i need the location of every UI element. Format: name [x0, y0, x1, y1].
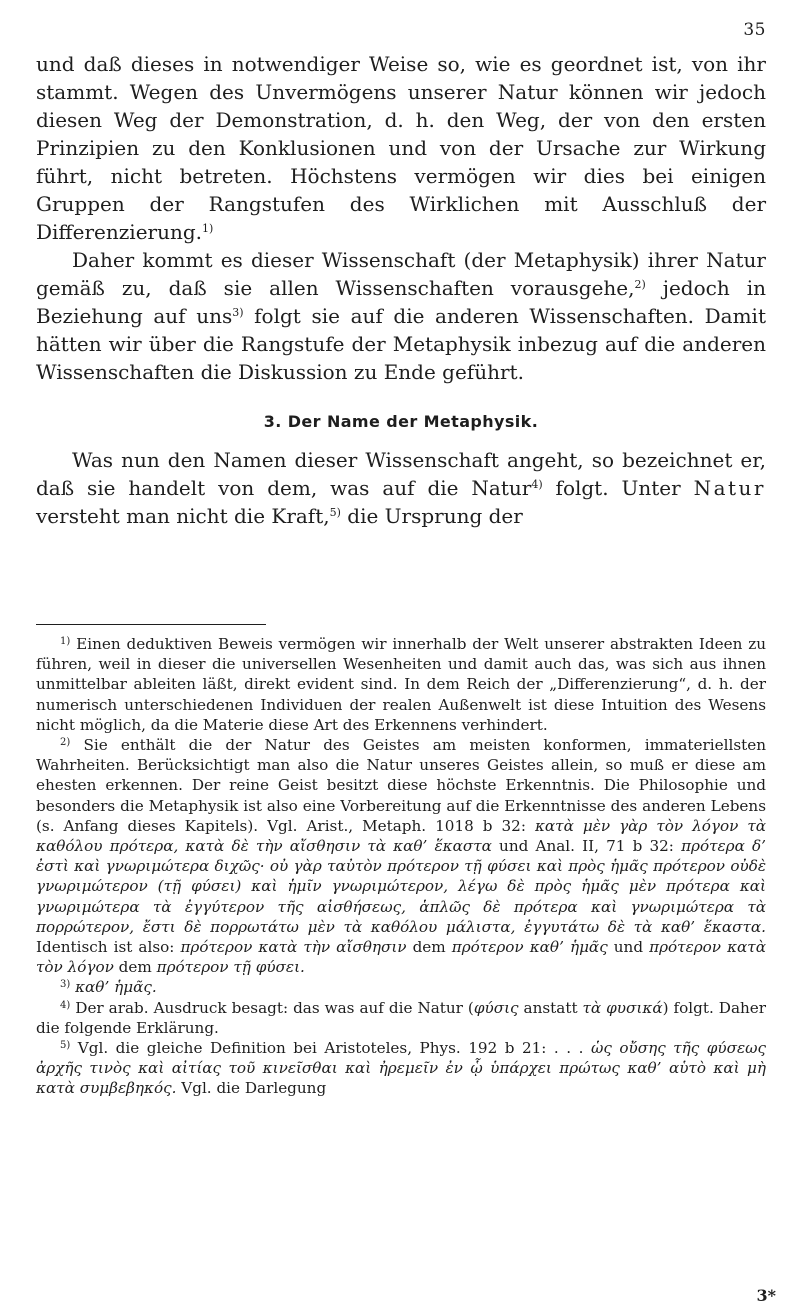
footnote-ref-2: 2)	[634, 278, 646, 291]
paragraph-2-text-b: jedoch in Beziehung auf uns	[36, 276, 766, 328]
footnote-5-mark: 5)	[60, 1040, 71, 1052]
footnote-2-greek-4: πρότερον καθ’ ἡμᾶς	[451, 938, 608, 957]
paragraph-2-text-a: Daher kommt es dieser Wissenschaft (der Metaphysik) ihrer Natur gemäß zu, daß sie allen Wissenschaften vorausgehe,	[36, 248, 766, 300]
emphasized-word-natur: Natur	[693, 476, 766, 500]
footnote-4-mark: 4)	[60, 999, 71, 1011]
footnote-2-greek-3: πρότερον κατὰ τὴν αἴσθησιν	[180, 938, 407, 957]
footnote-2-mark: 2)	[60, 737, 71, 749]
footnote-2-text-f: dem	[113, 958, 157, 977]
paragraph-1	[36, 50, 766, 246]
footnote-2-text-d: dem	[406, 938, 452, 957]
paragraph-3-text-b: folgt. Unter	[542, 476, 694, 500]
footnote-2-text-c: Identisch ist also:	[36, 938, 181, 957]
footnote-5-text-b: Vgl. die Darlegung	[176, 1079, 327, 1098]
footnote-2	[36, 735, 766, 977]
footnote-1	[36, 634, 766, 735]
footnote-3-mark: 3)	[60, 979, 71, 991]
footnote-separator	[36, 624, 266, 625]
footnote-2-greek-6: πρότερον τῇ φύσει.	[156, 958, 305, 977]
section-heading: 3. Der Name der Metaphysik.	[263, 412, 539, 431]
footnote-5-text-a: Vgl. die gleiche Definition bei Aristoteles, Phys. 192 b 21: . . .	[77, 1039, 591, 1058]
footnote-5	[36, 1038, 766, 1099]
footnote-2-greek-2: πρότερα δ’ ἐστὶ καὶ γνωριμώτερα διχῶς· οὐ γὰρ ταὐτὸν πρότερον τῇ φύσει καὶ πρὸς ἡμᾶς πρότερον οὐδὲ γνωριμώτερον (τῇ φύσει) καὶ ἡμῖν γνωριμώτερον, λέγω δὲ πρὸς ἡμᾶς μὲν πρότερα καὶ γνωριμώτερα τὰ ἐγγύτερον τῆς αἰσθήσεως, ἁπλῶς δὲ πρότερα καὶ γνωριμώτερα τὰ πορρώτερον, ἔστι δὲ πορρωτάτω μὲν τὰ καθόλου μάλιστα, ἐγγυτάτω δὲ τὰ καθ’ ἕκαστα.	[36, 837, 766, 936]
footnote-4	[36, 998, 766, 1038]
footnote-2-text-e: und	[607, 938, 650, 957]
signature-mark: 3*	[756, 1286, 776, 1305]
footnote-2-greek-5: πρότερον κατὰ τὸν λόγον	[36, 938, 766, 977]
footnote-4-greek-1: φύσις	[473, 998, 519, 1017]
footnote-2-text-a: Sie enthält die der Natur des Geistes am meisten konformen, immateriellsten Wahrheiten. Berücksichtigt man also die Natur unseres Geistes allein, so muß er diese am ehesten erkennen. Der reine Geist besitzt diese höchste Erkenntnis. Die Philosophie und besonders die Metaphysik ist also eine Vorbereitung auf die Erkenntnisse des anderen Lebens (s. Anfang dieses Kapitels). Vgl. Arist., Metaph. 1018 b 32:	[36, 736, 766, 835]
footnote-4-text-c: ) folgt. Daher die folgende Erklärung.	[36, 998, 767, 1037]
footnote-3-greek: καθ’ ἡμᾶς.	[75, 978, 157, 997]
footnote-5-greek: ὡς οὔσης τῆς φύσεως ἀρχῆς τινὸς καὶ αἰτίας τοῦ κινεῖσθαι καὶ ἠρεμεῖν ἐν ᾧ ὑπάρχει πρώτως καθ’ αὑτὸ καὶ μὴ κατὰ συμβεβηκός.	[36, 1039, 766, 1098]
paragraph-3-text-c: versteht man nicht die Kraft,	[36, 504, 330, 528]
footnote-3	[36, 977, 766, 997]
footnote-4-text-b: anstatt	[518, 998, 583, 1017]
footnote-4-text-a: Der arab. Ausdruck besagt: das was auf die Natur (	[75, 998, 474, 1017]
paragraph-3	[36, 446, 766, 530]
paragraph-2	[36, 246, 766, 386]
paragraph-3-text-d: die Ursprung der	[340, 504, 523, 528]
page-number: 35	[743, 20, 766, 40]
footnote-ref-4: 4)	[531, 478, 543, 491]
footnote-4-greek-2: τὰ φυσικά	[582, 998, 663, 1017]
paragraph-1-text: und daß dieses in notwendiger Weise so, wie es geordnet ist, von ihr stammt. Wegen des Unvermögens unserer Natur können wir jedoch diesen Weg der Demonstration, d. h. den Weg, der von den ersten Prinzipien zu den Konklusionen und von der Ursache zur Wirkung führt, nicht betreten. Höchstens vermögen wir dies bei einigen Gruppen der Rangstufen des Wirklichen mit Ausschluß der Differenzierung.	[36, 52, 766, 244]
footnote-2-text-b: und Anal. II, 71 b 32:	[491, 837, 682, 856]
footnote-ref-3: 3)	[232, 306, 244, 319]
footnotes	[36, 634, 766, 1099]
footnote-ref-5: 5)	[329, 506, 341, 519]
main-text	[36, 50, 766, 530]
footnote-2-greek-1: κατὰ μὲν γὰρ τὸν λόγον τὰ καθόλου πρότερα, κατὰ δὲ τὴν αἴσθησιν τὰ καθ’ ἕκαστα	[36, 816, 766, 856]
footnote-ref-1: 1)	[202, 222, 214, 235]
footnote-1-mark: 1)	[60, 636, 71, 647]
paragraph-2-text-c: folgt sie auf die anderen Wissenschaften. Damit hätten wir über die Rangstufe der Metaphysik inbezug auf die anderen Wissenschaften die Diskussion zu Ende geführt.	[36, 304, 766, 384]
paragraph-3-text-a: Was nun den Namen dieser Wissenschaft angeht, so bezeichnet er, daß sie handelt von dem, was auf die Natur	[36, 448, 766, 500]
footnote-1-text: Einen deduktiven Beweis vermögen wir innerhalb der Welt unserer abstrakten Ideen zu führen, weil in dieser die universellen Wesenheiten und damit auch das, was sich aus ihnen unmittelbar ableiten läßt, direkt evident sind. In dem Reich der „Differenzierung“, d. h. der numerisch unterschiedenen Individuen der realen Außenwelt ist diese Intuition des Wesens nicht möglich, da die Materie diese Art des Erkennens verhindert.	[36, 635, 767, 734]
